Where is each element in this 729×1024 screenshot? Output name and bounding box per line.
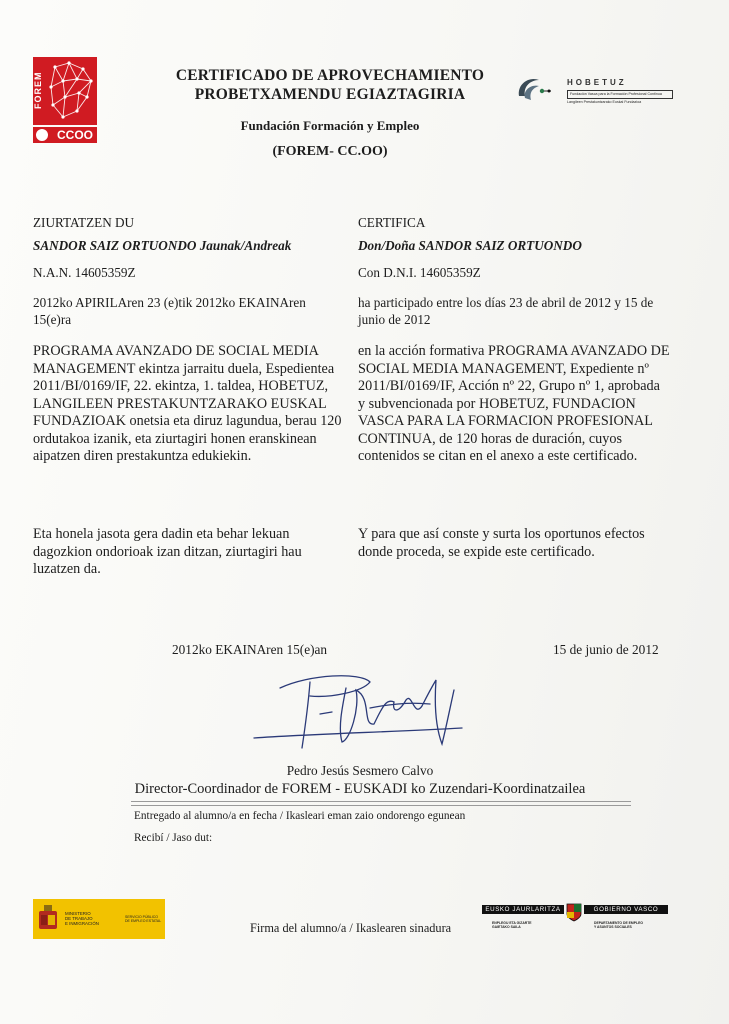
hobetuz-swirl-icon: [515, 74, 551, 104]
basque-closing: Eta honela jasota gera dadin eta behar lekuan dagozkion ondorioak izan ditzan, ziurtagiri hau luzatzen da.: [33, 526, 302, 577]
eusko-jaurlaritza-bar: EUSKO JAURLARITZA: [482, 905, 564, 914]
spanish-id: Con D.N.I. 14605359Z: [358, 265, 481, 280]
spanish-recipient: Don/Doña SANDOR SAIZ ORTUONDO: [358, 238, 582, 253]
title-basque: PROBETXAMENDU EGIAZTAGIRIA: [194, 86, 466, 103]
gv-right-subtext: DEPARTAMENTO DE EMPLEO Y ASUNTOS SOCIALES: [594, 921, 643, 930]
forem-vertical-text: FOREM: [33, 71, 43, 109]
spanish-heading: CERTIFICA: [358, 215, 426, 230]
separator-line: [131, 801, 631, 806]
basque-course-text: PROGRAMA AVANZADO DE SOCIAL MEDIA MANAGEMENT ekintza jarraitu duela, Espedientea 2011/BI/0169/IF, 22. ekintza, 1. taldea, HOBETUZ, LANGILEEN PRESTAKUNTZARAKO EUSKAL FUNDAZIOAK onetsia eta diruz lagundua, berau 120 ordutakoa izanik, eta ziurtagiri honen eranskinean aipatzen diren prestakuntza edukiekin.: [33, 343, 342, 464]
gobierno-vasco-bar: GOBIERNO VASCO: [584, 905, 668, 914]
hobetuz-logo: [515, 70, 675, 110]
received-line: Recibí / Jaso dut:: [134, 832, 213, 844]
spanish-closing: Y para que así conste y surta los oportunos efectos donde proceda, se expide este certificado.: [358, 526, 645, 560]
sepe-text: SERVICIO PÚBLICO DE EMPLEO ESTATAL: [125, 915, 162, 924]
signatory-name: Pedro Jesús Sesmero Calvo: [286, 763, 434, 778]
signatory-block: [120, 762, 600, 799]
hobetuz-subtitle-eu: Langileen Prestakuntzarako Euskal Fundazioa: [567, 100, 642, 104]
director-signature-icon: [250, 668, 470, 760]
forem-ccoo-logo: [33, 57, 97, 145]
organization-name: Fundación Formación y Empleo: [240, 118, 420, 133]
spanish-dates: ha participado entre los días 23 de abril de 2012 y 15 de junio de 2012: [358, 295, 654, 327]
hobetuz-name: HOBETUZ: [567, 78, 627, 87]
student-signature-label: Firma del alumno/a / Ikaslearen sinadura: [250, 921, 452, 935]
delivery-line: Entregado al alumno/a en fecha / Ikasleari eman zaio ondorengo egunean: [134, 810, 466, 822]
basque-date: 2012ko EKAINAren 15(e)an: [172, 642, 328, 657]
title-spanish: CERTIFICADO DE APROVECHAMIENTO: [175, 67, 485, 84]
basque-id: N.A.N. 14605359Z: [33, 265, 136, 280]
spanish-date: 15 de junio de 2012: [553, 642, 659, 657]
ministry-text: MINISTERIO DE TRABAJO E INMIGRACIÓN: [65, 911, 99, 927]
forem-red-block: [33, 57, 97, 125]
spanish-course-text: en la acción formativa PROGRAMA AVANZADO DE SOCIAL MEDIA MANAGEMENT, Expediente nº 2011/BI/0169/IF, Acción nº 22, Grupo nº 1, aprobada y subvencionada por HOBETUZ, FUNDACION VASCA PARA LA FORMACION PROFESIONAL CONTINUA, de 120 horas de duración, cuyos contenidos se citan en el anexo a este certificado.: [358, 343, 670, 464]
ccoo-seal-icon: [35, 128, 49, 142]
gobierno-vasco-logo: [482, 905, 668, 935]
organization-short: (FOREM- CC.OO): [272, 144, 388, 159]
basque-recipient: SANDOR SAIZ ORTUONDO Jaunak/Andreak: [33, 238, 292, 253]
coat-of-arms-icon: [37, 903, 59, 935]
signatory-position: Director-Coordinador de FOREM - EUSKADI ko Zuzendari-Koordinatzailea: [134, 781, 586, 797]
basque-dates: 2012ko APIRILAren 23 (e)tik 2012ko EKAINAren 15(e)ra: [33, 295, 306, 327]
basque-shield-icon: [566, 902, 582, 922]
basque-heading: ZIURTATZEN DU: [33, 215, 135, 230]
gv-left-subtext: ENPLEGU ETA GIZARTE GAIETAKO SAILA: [492, 921, 532, 930]
ccoo-bar: CCOO: [33, 127, 97, 143]
certificate-title: [150, 66, 510, 104]
ministry-logo: [33, 899, 165, 939]
hobetuz-subtitle-es: Fundación Vasca para la Formación Profesional Continua: [567, 90, 673, 99]
